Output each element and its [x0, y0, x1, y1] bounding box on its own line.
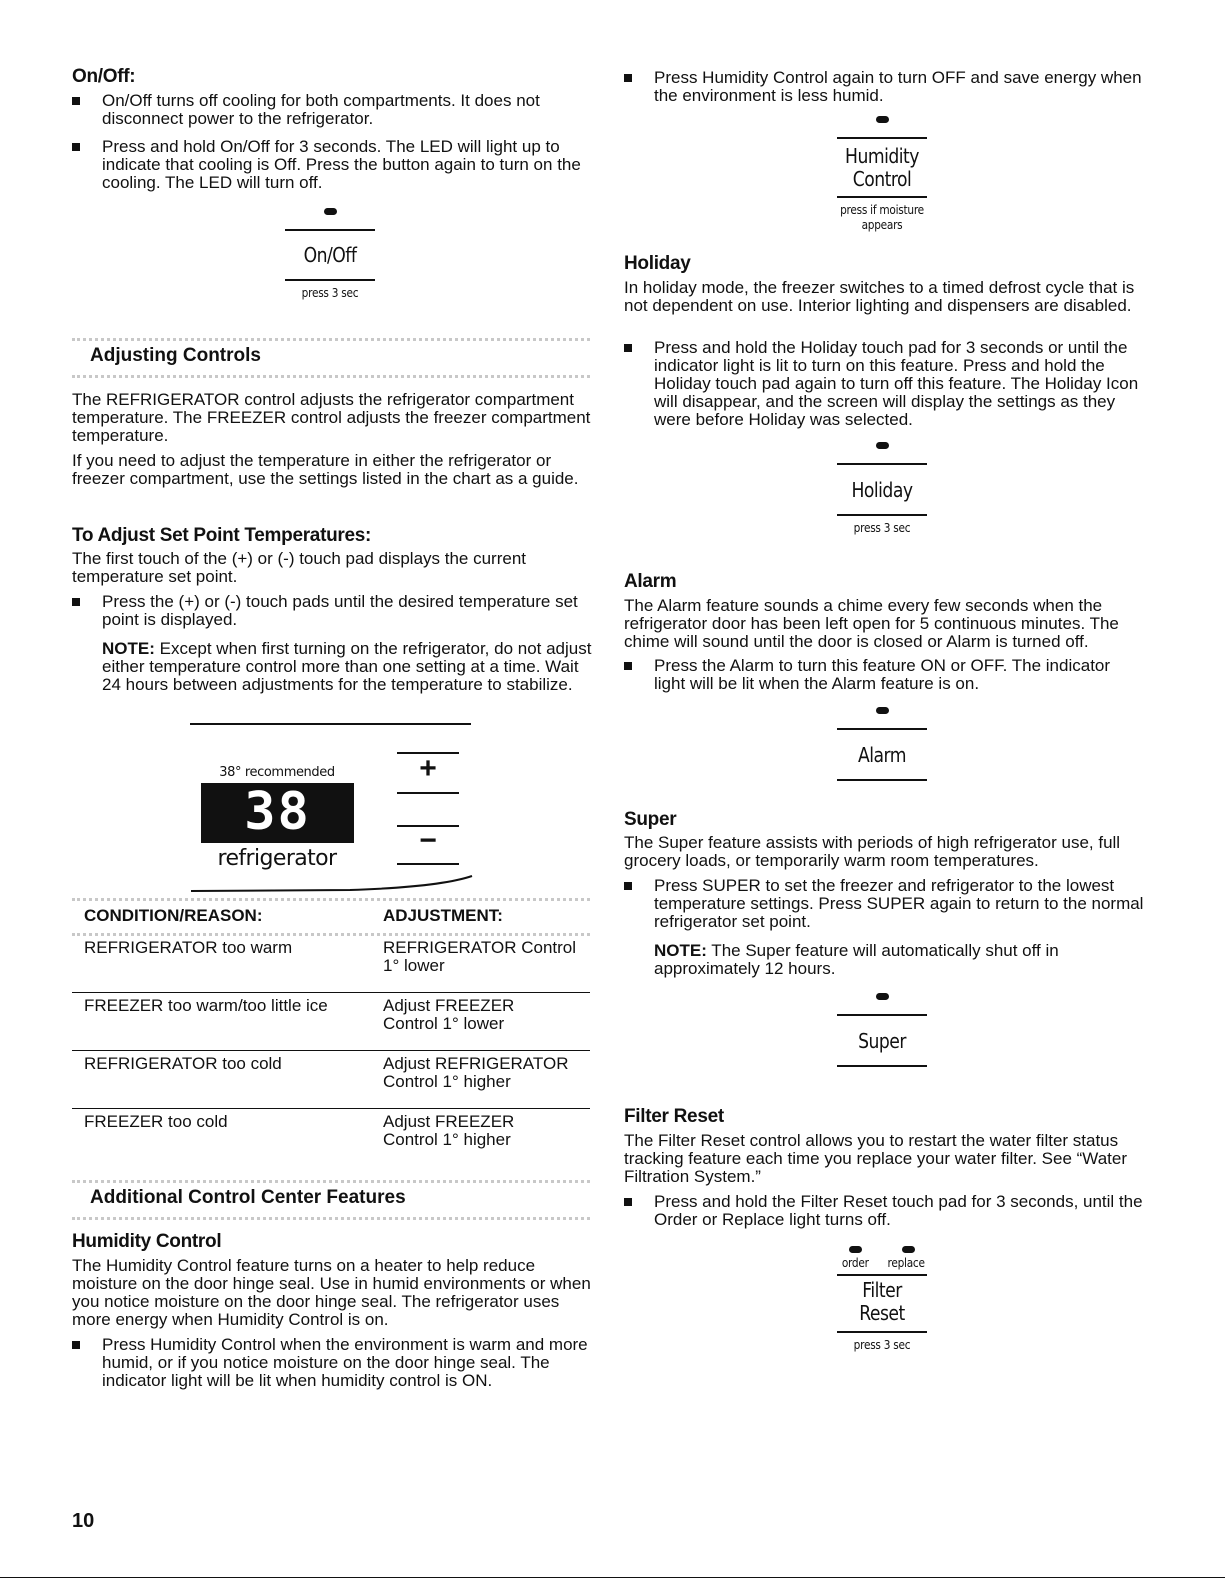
- bullet-icon: [72, 143, 80, 151]
- section-header-additional: [72, 1180, 590, 1220]
- paragraph: The first touch of the (+) or (-) touch pad displays the current temperature set point.: [72, 549, 527, 586]
- bullet-icon: [624, 882, 632, 890]
- pad-label: Reset: [859, 1301, 905, 1325]
- minus-icon: −: [419, 824, 437, 857]
- bullet-icon: [624, 74, 632, 82]
- section-title: Adjusting Controls: [90, 345, 261, 366]
- note: [654, 942, 1124, 978]
- list-item: [624, 877, 1144, 931]
- adjustment-cell: Adjust FREEZER Control 1° lower: [383, 996, 515, 1033]
- bullet-text: Press and hold the Filter Reset touch pad for 3 seconds, until the Order or Replace light turns off.: [654, 1192, 1143, 1229]
- divider: [837, 514, 927, 516]
- holiday-touch-pad[interactable]: [822, 442, 942, 536]
- page-bottom-rule: [0, 1577, 1225, 1578]
- divider: [285, 229, 375, 231]
- humidity-heading: Humidity Control: [72, 1231, 222, 1252]
- note-text: Except when first turning on the refrigerator, do not adjust either temperature control more than one setting at a time. Wait 24 hours between adjustments for the temperature to stabilize.: [102, 639, 592, 694]
- divider: [72, 1050, 590, 1051]
- paragraph: The REFRIGERATOR control adjusts the refrigerator compartment temperature. The FREEZER control adjusts the freezer compartment temperature.: [72, 390, 591, 445]
- bullet-icon: [624, 662, 632, 670]
- bullet-text: Press SUPER to set the freezer and refrigerator to the lowest temperature settings. Press SUPER again to return to the normal refrigerator set point.: [654, 876, 1144, 931]
- list-item: [624, 657, 1144, 693]
- bullet-text: Press the Alarm to turn this feature ON or OFF. The indicator light will be lit when the Alarm feature is on.: [654, 656, 1111, 693]
- humidity-control-touch-pad[interactable]: [822, 116, 942, 233]
- bullet-icon: [624, 344, 632, 352]
- divider: [837, 463, 927, 465]
- list-item: [624, 1193, 1144, 1229]
- setpoint-heading: To Adjust Set Point Temperatures:: [72, 525, 372, 546]
- divider: [837, 1274, 927, 1276]
- display-underline: [190, 872, 474, 892]
- replace-label: replace: [887, 1256, 925, 1270]
- super-touch-pad[interactable]: [822, 993, 942, 1067]
- bullet-text: On/Off turns off cooling for both compartments. It does not disconnect power to the refrigerator.: [102, 91, 540, 128]
- pad-sublabel: press 3 sec: [301, 286, 359, 300]
- list-item: [72, 1336, 592, 1390]
- order-led-icon: [849, 1246, 862, 1253]
- bullet-icon: [72, 598, 80, 606]
- paragraph: The Alarm feature sounds a chime every few seconds when the refrigerator door has been left open for 5 continuous minutes. The chime will sound until the door is closed or Alarm is turned off.: [624, 596, 1119, 651]
- list-item: [72, 138, 592, 192]
- list-item: [624, 69, 1144, 105]
- list-item: [72, 593, 592, 629]
- note-label: NOTE:: [654, 941, 707, 960]
- temperature-value: 38: [244, 782, 311, 842]
- divider: [837, 1014, 927, 1016]
- bullet-text: Press and hold On/Off for 3 seconds. The LED will light up to indicate that cooling is Off. Press the button again to turn on the cooling. The LED will turn off.: [102, 137, 581, 192]
- pad-sublabel: appears: [861, 218, 903, 232]
- condition-cell: FREEZER too cold: [84, 1112, 228, 1131]
- paragraph: The Super feature assists with periods of high refrigerator use, full grocery loads, or temporarily warm room temperatures.: [624, 833, 1121, 870]
- divider: [837, 1065, 927, 1067]
- recommended-label: 38° recommended: [219, 765, 335, 780]
- paragraph: If you need to adjust the temperature in either the refrigerator or freezer compartment, use the settings listed in the chart as a guide.: [72, 451, 579, 488]
- note-text: The Super feature will automatically shut off in approximately 12 hours.: [654, 941, 1059, 978]
- led-indicator-icon: [876, 442, 889, 449]
- plus-icon: +: [419, 752, 437, 785]
- adjustment-cell: Adjust REFRIGERATOR Control 1° higher: [383, 1054, 569, 1091]
- paragraph: In holiday mode, the freezer switches to a timed defrost cycle that is not dependent on use. Interior lighting and dispensers are disabled.: [624, 278, 1135, 315]
- adjustment-cell: REFRIGERATOR Control 1° lower: [383, 938, 577, 975]
- led-indicator-icon: [876, 707, 889, 714]
- bullet-text: Press and hold the Holiday touch pad for 3 seconds or until the indicator light is lit to turn on this feature. Press and hold the Holiday touch pad again to turn off this feature. The Holiday Icon will disappear, and the screen will display the settings as they were before Holiday was selected.: [654, 338, 1139, 429]
- led-indicator-icon: [876, 116, 889, 123]
- onoff-heading: On/Off:: [72, 66, 136, 87]
- pad-label: On/Off: [303, 243, 357, 267]
- led-indicator-icon: [324, 208, 337, 215]
- divider: [285, 279, 375, 281]
- list-item: [624, 339, 1144, 429]
- list-item: [72, 92, 592, 128]
- divider: [397, 863, 459, 865]
- paragraph: The Filter Reset control allows you to restart the water filter status tracking feature each time you replace your water filter. See “Water Filtration System.”: [624, 1131, 1127, 1186]
- section-header-adjusting: [72, 338, 590, 378]
- pad-sublabel: press 3 sec: [853, 1338, 911, 1352]
- note-label: NOTE:: [102, 639, 155, 658]
- column-header: CONDITION/REASON:: [84, 906, 263, 925]
- bullet-icon: [624, 1198, 632, 1206]
- pad-label: Humidity: [845, 144, 919, 168]
- plus-button[interactable]: [397, 752, 459, 794]
- condition-cell: REFRIGERATOR too warm: [84, 938, 293, 957]
- table-header: [72, 898, 590, 936]
- divider: [837, 728, 927, 730]
- divider: [837, 779, 927, 781]
- super-heading: Super: [624, 809, 677, 830]
- display-label: refrigerator: [217, 846, 337, 871]
- alarm-heading: Alarm: [624, 571, 677, 592]
- pad-label: Alarm: [857, 743, 907, 767]
- order-label: order: [841, 1256, 869, 1270]
- replace-led-icon: [902, 1246, 915, 1253]
- paragraph: The Humidity Control feature turns on a heater to help reduce moisture on the door hinge seal. Use in humid environments or when you notice moisture on the door hinge seal. The refrigerator uses more energy when Humidity Control is on.: [72, 1256, 591, 1329]
- alarm-touch-pad[interactable]: [822, 707, 942, 781]
- pad-sublabel: press if moisture: [840, 203, 924, 217]
- onoff-touch-pad[interactable]: [270, 208, 390, 301]
- condition-cell: REFRIGERATOR too cold: [84, 1054, 282, 1073]
- section-title: Additional Control Center Features: [90, 1187, 406, 1208]
- bullet-icon: [72, 97, 80, 105]
- note: [102, 640, 592, 694]
- pad-label: Filter: [862, 1278, 902, 1302]
- temperature-display: [201, 783, 354, 843]
- pad-label: Holiday: [851, 478, 913, 502]
- adjustment-cell: Adjust FREEZER Control 1° higher: [383, 1112, 515, 1149]
- bullet-icon: [72, 1341, 80, 1349]
- divider: [190, 723, 471, 725]
- minus-button[interactable]: [397, 825, 459, 865]
- bullet-text: Press Humidity Control when the environment is warm and more humid, or if you notice moisture on the door hinge seal. The indicator light will be lit when humidity control is ON.: [102, 1335, 588, 1390]
- filter-reset-touch-pad[interactable]: [822, 1246, 942, 1353]
- led-indicator-icon: [876, 993, 889, 1000]
- holiday-heading: Holiday: [624, 253, 691, 274]
- divider: [72, 992, 590, 993]
- pad-label: Control: [852, 167, 912, 191]
- divider: [837, 196, 927, 198]
- column-header: ADJUSTMENT:: [383, 906, 503, 925]
- bullet-text: Press Humidity Control again to turn OFF and save energy when the environment is less humid.: [654, 68, 1142, 105]
- divider: [72, 1108, 590, 1109]
- page-number: 10: [72, 1510, 95, 1532]
- pad-sublabel: press 3 sec: [853, 521, 911, 535]
- divider: [397, 792, 459, 794]
- pad-label: Super: [858, 1029, 906, 1053]
- divider: [837, 1331, 927, 1333]
- condition-cell: FREEZER too warm/too little ice: [84, 996, 328, 1015]
- bullet-text: Press the (+) or (-) touch pads until the desired temperature set point is displayed.: [102, 592, 578, 629]
- filter-reset-heading: Filter Reset: [624, 1106, 724, 1127]
- divider: [837, 137, 927, 139]
